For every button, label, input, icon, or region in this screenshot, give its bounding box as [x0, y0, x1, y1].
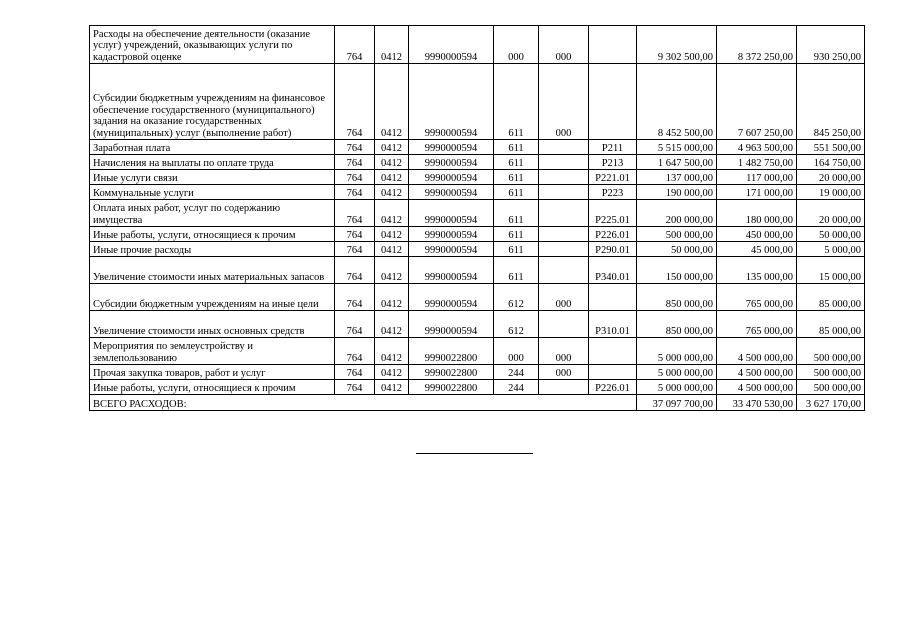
- cell-ek: [589, 365, 637, 380]
- total-row: [90, 395, 865, 411]
- cell-amount-2: 85 000,00: [797, 311, 865, 338]
- cell-sum: 1 647 500,00: [637, 155, 717, 170]
- cell-vr: 612: [494, 284, 539, 311]
- cell-gr: 764: [335, 185, 375, 200]
- cell-rz: 0412: [375, 380, 409, 395]
- closing-rule: [416, 453, 533, 454]
- cell-amount-2: 551 500,00: [797, 140, 865, 155]
- cell-amount-1: 45 000,00: [717, 242, 797, 257]
- item-name: Оплата иных работ, услуг по содержанию имущества: [90, 200, 335, 227]
- item-name: Прочая закупка товаров, работ и услуг: [90, 365, 335, 380]
- table-row: [90, 26, 865, 64]
- table-row: [90, 140, 865, 155]
- cell-kosgu: [539, 140, 589, 155]
- cell-csr: 9990022800: [409, 338, 494, 365]
- cell-csr: 9990000594: [409, 64, 494, 140]
- cell-csr: 9990000594: [409, 257, 494, 284]
- cell-amount-1: 7 607 250,00: [717, 64, 797, 140]
- item-name: Увеличение стоимости иных основных средств: [90, 311, 335, 338]
- cell-gr: 764: [335, 284, 375, 311]
- cell-rz: 0412: [375, 242, 409, 257]
- cell-kosgu: [539, 242, 589, 257]
- table-row: [90, 242, 865, 257]
- cell-ek: Р221.01: [589, 170, 637, 185]
- cell-ek: Р310.01: [589, 311, 637, 338]
- cell-csr: 9990000594: [409, 170, 494, 185]
- item-name: Иные работы, услуги, относящиеся к прочим: [90, 227, 335, 242]
- cell-sum: 50 000,00: [637, 242, 717, 257]
- table-row: [90, 155, 865, 170]
- cell-rz: 0412: [375, 365, 409, 380]
- cell-vr: 611: [494, 140, 539, 155]
- cell-kosgu: 000: [539, 64, 589, 140]
- cell-csr: 9990000594: [409, 155, 494, 170]
- cell-rz: 0412: [375, 311, 409, 338]
- table-row: [90, 284, 865, 311]
- cell-amount-2: 500 000,00: [797, 380, 865, 395]
- cell-amount-1: 4 963 500,00: [717, 140, 797, 155]
- item-name: Начисления на выплаты по оплате труда: [90, 155, 335, 170]
- cell-kosgu: [539, 170, 589, 185]
- total-amount-2: 3 627 170,00: [797, 395, 865, 411]
- cell-rz: 0412: [375, 155, 409, 170]
- cell-sum: 150 000,00: [637, 257, 717, 284]
- cell-amount-1: 1 482 750,00: [717, 155, 797, 170]
- cell-ek: Р225.01: [589, 200, 637, 227]
- cell-amount-2: 845 250,00: [797, 64, 865, 140]
- cell-amount-2: 164 750,00: [797, 155, 865, 170]
- cell-amount-1: 765 000,00: [717, 311, 797, 338]
- cell-rz: 0412: [375, 170, 409, 185]
- cell-csr: 9990000594: [409, 227, 494, 242]
- table-row: [90, 170, 865, 185]
- cell-csr: 9990022800: [409, 365, 494, 380]
- cell-kosgu: 000: [539, 365, 589, 380]
- cell-amount-1: 4 500 000,00: [717, 365, 797, 380]
- cell-kosgu: 000: [539, 26, 589, 64]
- table-row: [90, 64, 865, 140]
- cell-ek: Р226.01: [589, 227, 637, 242]
- cell-vr: 244: [494, 365, 539, 380]
- cell-csr: 9990000594: [409, 26, 494, 64]
- cell-sum: 850 000,00: [637, 311, 717, 338]
- item-name: Коммунальные услуги: [90, 185, 335, 200]
- cell-amount-2: 20 000,00: [797, 170, 865, 185]
- cell-csr: 9990000594: [409, 284, 494, 311]
- cell-gr: 764: [335, 155, 375, 170]
- cell-rz: 0412: [375, 257, 409, 284]
- cell-csr: 9990000594: [409, 242, 494, 257]
- cell-sum: 9 302 500,00: [637, 26, 717, 64]
- cell-amount-1: 180 000,00: [717, 200, 797, 227]
- cell-ek: Р340.01: [589, 257, 637, 284]
- cell-csr: 9990000594: [409, 185, 494, 200]
- cell-kosgu: [539, 311, 589, 338]
- table-row: [90, 257, 865, 284]
- table-body: [90, 26, 865, 411]
- cell-amount-1: 171 000,00: [717, 185, 797, 200]
- cell-vr: 611: [494, 227, 539, 242]
- cell-csr: 9990000594: [409, 311, 494, 338]
- cell-vr: 611: [494, 242, 539, 257]
- cell-gr: 764: [335, 140, 375, 155]
- item-name: Увеличение стоимости иных материальных запасов: [90, 257, 335, 284]
- cell-rz: 0412: [375, 200, 409, 227]
- cell-vr: 611: [494, 185, 539, 200]
- cell-csr: 9990000594: [409, 200, 494, 227]
- cell-amount-2: 15 000,00: [797, 257, 865, 284]
- cell-amount-1: 135 000,00: [717, 257, 797, 284]
- cell-gr: 764: [335, 227, 375, 242]
- cell-vr: 612: [494, 311, 539, 338]
- cell-kosgu: [539, 200, 589, 227]
- cell-ek: [589, 284, 637, 311]
- cell-ek: [589, 64, 637, 140]
- item-name: Заработная плата: [90, 140, 335, 155]
- cell-amount-2: 19 000,00: [797, 185, 865, 200]
- table-row: [90, 380, 865, 395]
- cell-ek: Р213: [589, 155, 637, 170]
- table-row: [90, 365, 865, 380]
- cell-amount-1: 8 372 250,00: [717, 26, 797, 64]
- cell-gr: 764: [335, 380, 375, 395]
- expenses-table: [89, 25, 865, 411]
- cell-ek: [589, 26, 637, 64]
- total-amount-1: 33 470 530,00: [717, 395, 797, 411]
- cell-sum: 200 000,00: [637, 200, 717, 227]
- cell-rz: 0412: [375, 64, 409, 140]
- cell-ek: Р290.01: [589, 242, 637, 257]
- cell-ek: Р211: [589, 140, 637, 155]
- item-name: Иные работы, услуги, относящиеся к прочим: [90, 380, 335, 395]
- cell-sum: 5 515 000,00: [637, 140, 717, 155]
- cell-kosgu: [539, 227, 589, 242]
- cell-csr: 9990000594: [409, 140, 494, 155]
- cell-gr: 764: [335, 257, 375, 284]
- cell-sum: 137 000,00: [637, 170, 717, 185]
- cell-sum: 850 000,00: [637, 284, 717, 311]
- cell-rz: 0412: [375, 26, 409, 64]
- cell-vr: 000: [494, 338, 539, 365]
- item-name: Расходы на обеспечение деятельности (оказание услуг) учреждений, оказывающих услуги по кадастровой оценке: [90, 26, 335, 64]
- table-row: [90, 311, 865, 338]
- total-sum: 37 097 700,00: [637, 395, 717, 411]
- cell-sum: 5 000 000,00: [637, 380, 717, 395]
- cell-vr: 611: [494, 170, 539, 185]
- cell-amount-2: 50 000,00: [797, 227, 865, 242]
- table-row: [90, 185, 865, 200]
- item-name: Субсидии бюджетным учреждениям на иные цели: [90, 284, 335, 311]
- cell-gr: 764: [335, 64, 375, 140]
- cell-rz: 0412: [375, 284, 409, 311]
- cell-amount-2: 20 000,00: [797, 200, 865, 227]
- cell-gr: 764: [335, 338, 375, 365]
- cell-ek: [589, 338, 637, 365]
- cell-gr: 764: [335, 200, 375, 227]
- cell-vr: 611: [494, 200, 539, 227]
- cell-gr: 764: [335, 170, 375, 185]
- cell-amount-2: 500 000,00: [797, 365, 865, 380]
- cell-kosgu: [539, 257, 589, 284]
- table-row: [90, 227, 865, 242]
- cell-kosgu: [539, 185, 589, 200]
- cell-ek: Р226.01: [589, 380, 637, 395]
- cell-ek: Р223: [589, 185, 637, 200]
- cell-amount-1: 765 000,00: [717, 284, 797, 311]
- table-row: [90, 200, 865, 227]
- cell-amount-2: 85 000,00: [797, 284, 865, 311]
- cell-sum: 8 452 500,00: [637, 64, 717, 140]
- cell-csr: 9990022800: [409, 380, 494, 395]
- cell-vr: 611: [494, 155, 539, 170]
- cell-kosgu: [539, 155, 589, 170]
- cell-vr: 000: [494, 26, 539, 64]
- cell-sum: 5 000 000,00: [637, 338, 717, 365]
- item-name: Иные услуги связи: [90, 170, 335, 185]
- cell-kosgu: [539, 380, 589, 395]
- cell-sum: 5 000 000,00: [637, 365, 717, 380]
- cell-amount-1: 4 500 000,00: [717, 338, 797, 365]
- cell-rz: 0412: [375, 140, 409, 155]
- cell-amount-2: 930 250,00: [797, 26, 865, 64]
- cell-sum: 500 000,00: [637, 227, 717, 242]
- cell-gr: 764: [335, 365, 375, 380]
- cell-kosgu: 000: [539, 338, 589, 365]
- item-name: Субсидии бюджетным учреждениям на финансовое обеспечение государственного (муниципального) задания на оказание государственных (муниципальных) услуг (выполнение работ): [90, 64, 335, 140]
- cell-gr: 764: [335, 242, 375, 257]
- cell-kosgu: 000: [539, 284, 589, 311]
- cell-gr: 764: [335, 26, 375, 64]
- cell-amount-2: 5 000,00: [797, 242, 865, 257]
- cell-amount-1: 4 500 000,00: [717, 380, 797, 395]
- table-row: [90, 338, 865, 365]
- item-name: Мероприятия по землеустройству и землепользованию: [90, 338, 335, 365]
- cell-gr: 764: [335, 311, 375, 338]
- cell-sum: 190 000,00: [637, 185, 717, 200]
- cell-rz: 0412: [375, 185, 409, 200]
- cell-amount-1: 450 000,00: [717, 227, 797, 242]
- cell-rz: 0412: [375, 227, 409, 242]
- cell-amount-1: 117 000,00: [717, 170, 797, 185]
- cell-vr: 244: [494, 380, 539, 395]
- total-label: ВСЕГО РАСХОДОВ:: [90, 395, 637, 411]
- cell-amount-2: 500 000,00: [797, 338, 865, 365]
- cell-vr: 611: [494, 64, 539, 140]
- cell-rz: 0412: [375, 338, 409, 365]
- item-name: Иные прочие расходы: [90, 242, 335, 257]
- cell-vr: 611: [494, 257, 539, 284]
